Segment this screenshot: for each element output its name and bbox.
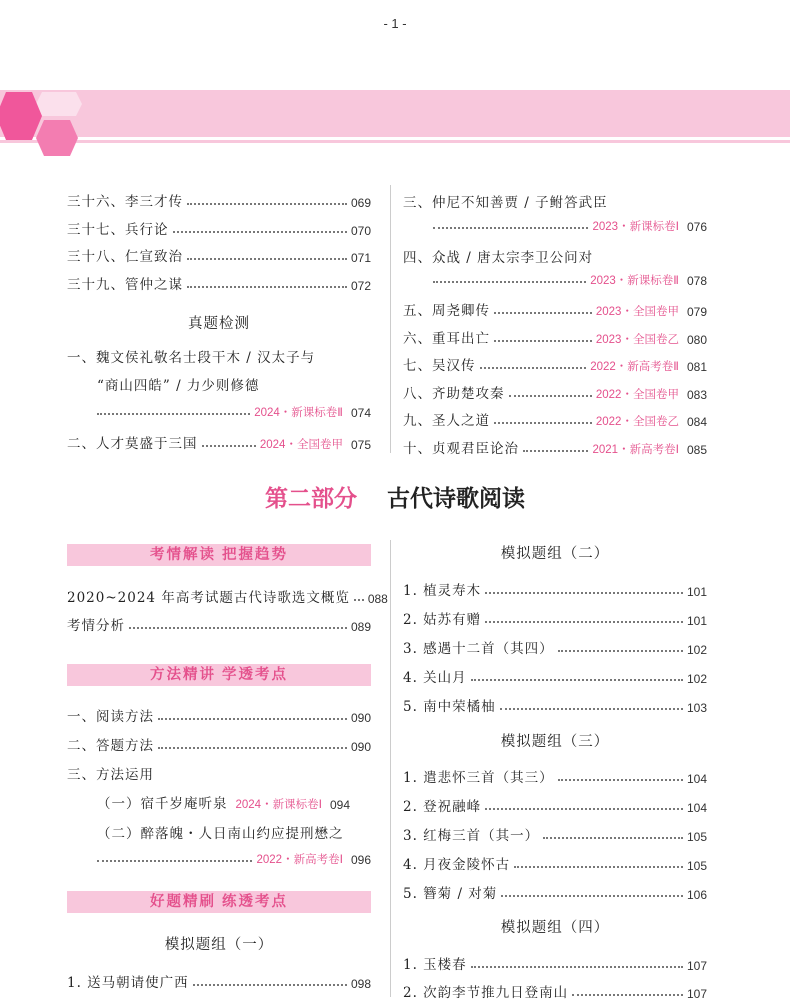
toc-entry [67, 218, 371, 238]
toc-entry [67, 614, 371, 634]
part-number: 第二部分 [265, 485, 357, 512]
toc-entry: 2022・新高考卷Ⅰ 096 [97, 851, 371, 867]
dot-leader [485, 808, 683, 810]
toc-entry-title: 三十九、管仲之谋 [67, 276, 183, 293]
toc-entry-title: 六、重耳出亡 [403, 330, 490, 347]
toc-entry [403, 824, 707, 844]
toc-entry-title: 5. 南中荣橘柚 [403, 699, 496, 715]
toc-entry-title: 三十八、仁宣致治 [67, 249, 183, 265]
toc-entry: （一）宿千岁庵听泉 2024・新课标卷Ⅰ 094 [97, 796, 351, 812]
toc-entry-title: 八、齐助楚攻秦 [403, 385, 505, 402]
toc-entry [67, 586, 388, 606]
toc-entry-line: 三、方法运用 [67, 767, 154, 783]
page-ref: 079 [686, 305, 707, 319]
header-band [0, 90, 790, 137]
toc-entry [403, 299, 707, 319]
toc-entry-line: 一、魏文侯礼敬名士段干木 / 汉太子与 [67, 350, 316, 366]
column-divider-bottom [390, 540, 391, 997]
toc-entry-title: 二、答题方法 [67, 738, 154, 754]
part-title [0, 480, 790, 513]
toc-entry [403, 981, 707, 1001]
page-ref: 085 [686, 442, 707, 457]
toc-entry-title: 十、贞观君臣论治 [403, 440, 519, 457]
page-ref: 072 [350, 278, 371, 293]
exam-source-tag: 2023・全国卷甲 [595, 306, 679, 318]
group-heading: 模拟题组（二） [500, 546, 610, 562]
dot-leader [514, 866, 683, 868]
toc-entry [403, 579, 707, 599]
dot-leader [187, 286, 347, 288]
toc-entry: 二、人才莫盛于三国 2024・全国卷甲 075 [67, 436, 371, 452]
toc-entry-line: 三、仲尼不知善贾 / 子鲋答武臣 [403, 195, 608, 211]
dot-leader [494, 340, 592, 342]
exam-source-tag: 2021・新高考卷Ⅰ [592, 443, 679, 456]
dot-leader [193, 984, 347, 986]
toc-entry-title: 三十六、李三才传 [67, 194, 183, 210]
toc-entry [403, 354, 707, 374]
toc-entry [403, 409, 707, 429]
toc-entry [67, 273, 371, 293]
page-ref: 069 [350, 196, 371, 210]
dot-leader [173, 231, 347, 233]
dot-leader [129, 627, 347, 629]
dot-leader [187, 203, 347, 205]
toc-entry [403, 882, 707, 902]
page-ref: 102 [686, 643, 707, 657]
page-ref: 088 [367, 592, 388, 606]
real-test-heading: 真题检测 [188, 316, 250, 332]
toc-entry: 2023・新课标卷Ⅱ 078 [433, 272, 707, 288]
group-heading: 模拟题组（一） [164, 937, 274, 953]
toc-entry [403, 382, 707, 402]
toc-entry-title: 2020~2024 年高考试题古代诗歌选文概览 [67, 590, 350, 606]
toc-entry-title: 五、周尧卿传 [403, 303, 490, 319]
toc-entry [403, 953, 707, 973]
page-ref: 081 [686, 360, 707, 374]
toc-entry [67, 245, 371, 265]
toc-entry: 2023・新课标卷Ⅰ 076 [433, 218, 707, 234]
toc-entry [67, 705, 371, 725]
toc-entry-title: 4. 关山月 [403, 670, 467, 686]
exam-source-tag: 2022・全国卷乙 [595, 416, 679, 428]
dot-leader [501, 895, 683, 897]
column-divider-top [390, 185, 391, 453]
page-number: - 1 - [383, 16, 407, 31]
page-ref: 070 [350, 223, 371, 238]
toc-entry-line: 四、众战 / 唐太宗李卫公问对 [403, 250, 594, 266]
page-ref: 104 [686, 772, 707, 786]
dot-leader [471, 966, 683, 968]
toc-entry-title: 2. 姑苏有赠 [403, 612, 482, 628]
page-ref: 080 [686, 332, 707, 347]
dot-leader [558, 779, 683, 781]
section-bar-practice: 好题精刷 练透考点 [67, 891, 371, 913]
toc-entry [67, 734, 371, 754]
toc-entry-title: 2. 登祝融峰 [403, 799, 482, 815]
toc-entry-line: “商山四皓” / 力少则修德 [97, 378, 260, 394]
header-band-line [0, 140, 790, 143]
dot-leader [471, 679, 683, 681]
toc-entry [67, 190, 371, 210]
page-ref: 084 [686, 415, 707, 429]
page-ref: 107 [686, 959, 707, 973]
page-ref: 089 [350, 619, 371, 634]
toc-entry [403, 853, 707, 873]
dot-leader [509, 395, 592, 397]
toc-entry-title: 3. 红梅三首（其一） [403, 828, 540, 844]
group-heading: 模拟题组（四） [500, 920, 610, 936]
toc-entry [403, 637, 707, 657]
toc-entry-title: 4. 月夜金陵怀古 [403, 857, 511, 873]
toc-entry [403, 766, 707, 786]
toc-entry-title: 1. 送马朝请使广西 [67, 975, 189, 991]
toc-entry-title: 一、阅读方法 [67, 709, 154, 725]
hexagon-decoration-icon [0, 86, 90, 162]
page-ref: 101 [686, 614, 707, 628]
page-ref: 107 [686, 987, 707, 1001]
group-heading: 模拟题组（三） [500, 734, 610, 750]
exam-source-tag: 2022・新高考卷Ⅱ [590, 361, 679, 373]
section-bar-analysis: 考情解读 把握趋势 [67, 544, 371, 566]
dot-leader [558, 650, 683, 652]
toc-entry: 2024・新课标卷Ⅱ 074 [97, 404, 371, 420]
toc-entry [403, 666, 707, 686]
page-ref: 090 [350, 740, 371, 754]
page-ref: 105 [686, 830, 707, 844]
toc-entry-title: 三十七、兵行论 [67, 221, 169, 238]
toc-entry-title: 考情分析 [67, 617, 125, 634]
toc-entry [403, 608, 707, 628]
exam-source-tag: 2023・全国卷乙 [595, 333, 679, 346]
toc-entry [403, 695, 707, 715]
dot-leader [485, 621, 683, 623]
page-ref: 083 [686, 387, 707, 402]
dot-leader [480, 367, 587, 369]
dot-leader [494, 422, 592, 424]
dot-leader [500, 708, 683, 710]
page-ref: 098 [350, 977, 371, 991]
toc-entry-line: （二）醉落魄・人日南山约应提刑懋之 [97, 826, 344, 842]
dot-leader [572, 994, 683, 996]
toc-entry-title: 3. 感遇十二首（其四） [403, 641, 554, 657]
toc-entry-title: 1. 遣悲怀三首（其三） [403, 770, 554, 786]
page-ref: 101 [686, 585, 707, 599]
dot-leader [158, 718, 347, 720]
exam-source-tag: 2022・全国卷甲 [595, 388, 679, 401]
toc-entry-title: 七、吴汉传 [403, 358, 476, 374]
toc-entry [67, 971, 371, 991]
page-ref: 106 [686, 888, 707, 902]
dot-leader [158, 747, 347, 749]
section-bar-methods: 方法精讲 学透考点 [67, 664, 371, 686]
toc-entry-title: 1. 植灵寿木 [403, 583, 482, 599]
page-ref: 071 [350, 251, 371, 265]
toc-entry-title: 九、圣人之道 [403, 413, 490, 429]
toc-entry-title: 2. 次韵李节推九日登南山 [403, 985, 569, 1001]
dot-leader [485, 592, 683, 594]
dot-leader [494, 312, 592, 314]
page-ref: 090 [350, 711, 371, 725]
toc-entry-title: 1. 玉楼春 [403, 957, 467, 973]
page-ref: 103 [686, 701, 707, 715]
dot-leader [543, 837, 683, 839]
part-name: 古代诗歌阅读 [387, 485, 525, 512]
toc-entry [403, 795, 707, 815]
dot-leader [523, 450, 588, 452]
toc-entry [403, 437, 707, 457]
toc-entry [403, 327, 707, 347]
page-ref: 102 [686, 672, 707, 686]
page-ref: 105 [686, 859, 707, 873]
page-ref: 104 [686, 801, 707, 815]
toc-entry-title: 5. 簪菊 / 对菊 [403, 886, 498, 902]
dot-leader [354, 599, 364, 601]
dot-leader [187, 258, 347, 260]
